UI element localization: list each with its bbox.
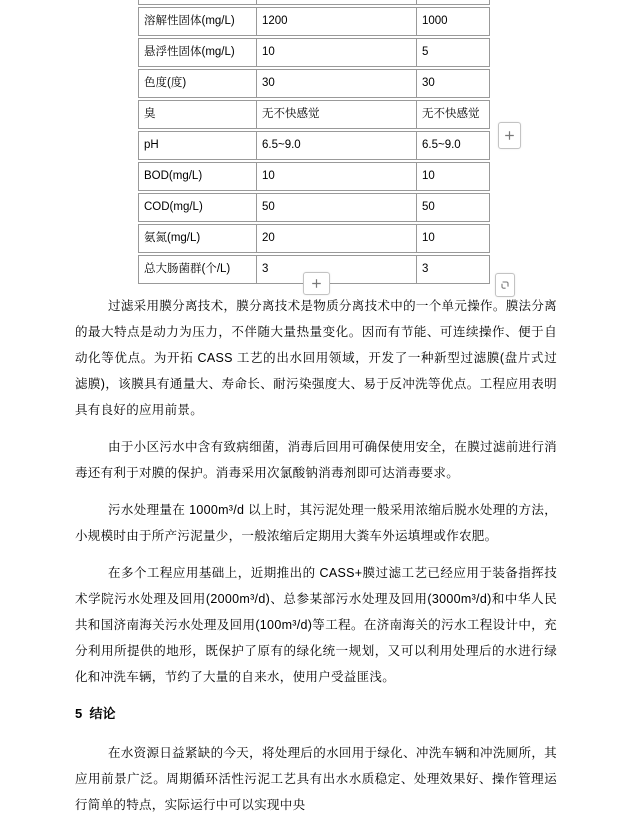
table-cell: 色度(度) <box>138 69 256 98</box>
table-cell: 3 <box>416 255 490 284</box>
table-expand-button[interactable] <box>495 273 515 297</box>
table-row <box>138 69 490 98</box>
paragraph-applications: 在多个工程应用基础上，近期推出的 CASS+膜过滤工艺已经应用于装备指挥技术学院污水处理及回用(2000m³/d)、总参某部污水处理及回用(3000m³/d)和中华人民共和国济南海关污水处理及回用(100m³/d)等工程。在济南海关的污水工程设计中，充分利用所提供的地形，既保护了原有的绿化统一规划，又可以利用处理后的水进行绿化和冲洗车辆，节约了大量的自来水，使用户受益匪浅。 <box>75 566 557 684</box>
table-row <box>138 193 490 222</box>
table-cell: 1200 <box>256 7 416 36</box>
plus-icon <box>310 277 323 290</box>
insert-column-button[interactable] <box>498 122 521 149</box>
table-cell: 无不快感觉 <box>416 100 490 129</box>
water-quality-table <box>138 0 490 286</box>
paragraph-sludge: 污水处理量在 1000m³/d 以上时，其污泥处理一般采用浓缩后脱水处理的方法，小规模时由于所产污泥量少，一般浓缩后定期用大粪车外运填埋或作农肥。 <box>75 503 557 543</box>
water-quality-table-container <box>138 0 494 275</box>
table-cell: 无不快感觉 <box>256 100 416 129</box>
table-cell <box>416 0 490 5</box>
table-cell: 30 <box>256 69 416 98</box>
insert-row-button[interactable] <box>303 272 330 295</box>
table-cell: 1000 <box>416 7 490 36</box>
table-cell <box>138 0 256 5</box>
table-cell: 20 <box>256 224 416 253</box>
paragraph-filtration: 过滤采用膜分离技术，膜分离技术是物质分离技术中的一个单元操作。膜法分离的最大特点是动力为压力，不伴随大量热量变化。因而有节能、可连续操作、便于自动化等优点。为开拓 CASS 工艺的出水回用领域，开发了一种新型过滤膜(盘片式过滤膜)，该膜具有通量大、寿命长、耐污染强度大、易于反冲洗等优点。工程应用表明具有良好的应用前景。 <box>75 299 557 417</box>
table-cell: 10 <box>256 38 416 67</box>
table-cell: 6.5~9.0 <box>416 131 490 160</box>
table-cell: 悬浮性固体(mg/L) <box>138 38 256 67</box>
table-cell: pH <box>138 131 256 160</box>
table-row <box>138 7 490 36</box>
plus-icon <box>503 129 516 142</box>
table-cell: 溶解性固体(mg/L) <box>138 7 256 36</box>
table-cell: 3 <box>256 255 416 284</box>
document-body <box>75 293 557 829</box>
table-cell: 10 <box>416 162 490 191</box>
table-row <box>138 131 490 160</box>
table-cell: 30 <box>416 69 490 98</box>
table-cell: BOD(mg/L) <box>138 162 256 191</box>
table-row <box>138 162 490 191</box>
table-cell: 氨氮(mg/L) <box>138 224 256 253</box>
table-cell <box>256 0 416 5</box>
table-cell: 10 <box>416 224 490 253</box>
section-heading-conclusion: 5 结论 <box>75 706 116 721</box>
table-row <box>138 100 490 129</box>
table-cell: 50 <box>416 193 490 222</box>
table-row <box>138 38 490 67</box>
table-cell: 总大肠菌群(个/L) <box>138 255 256 284</box>
table-cell: 臭 <box>138 100 256 129</box>
table-cell: 10 <box>256 162 416 191</box>
paragraph-conclusion: 在水资源日益紧缺的今天，将处理后的水回用于绿化、冲洗车辆和冲洗厕所，其应用前景广泛。周期循环活性污泥工艺具有出水水质稳定、处理效果好、操作管理运行简单的特点，实际运行中可以实现中央 <box>75 746 557 812</box>
table-row-clipped <box>138 0 490 5</box>
corner-expand-icon <box>499 279 511 291</box>
table-cell: 5 <box>416 38 490 67</box>
paragraph-disinfection: 由于小区污水中含有致病细菌，消毒后回用可确保使用安全，在膜过滤前进行消毒还有利于对膜的保护。消毒采用次氯酸钠消毒剂即可达消毒要求。 <box>75 440 557 480</box>
table-row <box>138 224 490 253</box>
table-cell: COD(mg/L) <box>138 193 256 222</box>
table-cell: 50 <box>256 193 416 222</box>
table-cell: 6.5~9.0 <box>256 131 416 160</box>
